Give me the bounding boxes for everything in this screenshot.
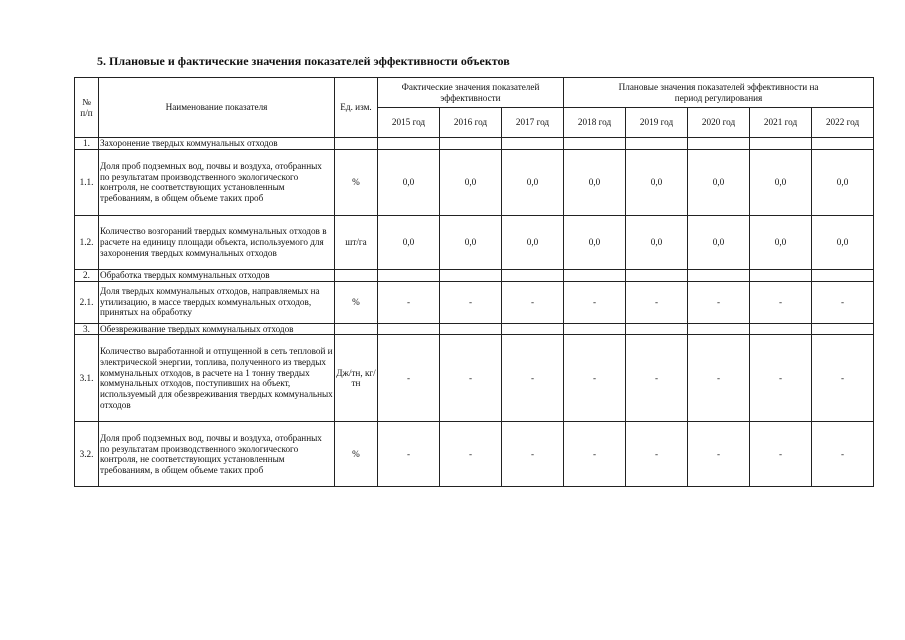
indicator-value: - [688,422,750,487]
indicator-value: 0,0 [750,215,812,269]
section-name: Обезвреживание твердых коммунальных отходов [99,323,335,335]
indicator-name: Количество возгораний твердых коммунальных отходов в расчете на единицу площади объекта, используемого для захоронения твердых коммунальных отходов [99,215,335,269]
empty-cell [440,323,502,335]
row-number: 2. [75,269,99,281]
indicator-name: Количество выработанной и отпущенной в сеть тепловой и электрической энергии, топлива, полученного из твердых коммунальных отходов, в расчете на 1 тонну твердых коммунальных отходов, поступивших на объект, используемый для обезвреживания твердых коммунальных отходов [99,335,335,422]
section-row [75,323,874,335]
indicator-name: Доля твердых коммунальных отходов, направляемых на утилизацию, в массе твердых коммунальных отходов, принятых на обработку [99,281,335,323]
indicator-value: - [812,281,874,323]
empty-cell [626,138,688,150]
indicator-value: 0,0 [626,215,688,269]
indicator-value: 0,0 [812,149,874,215]
empty-cell [564,323,626,335]
indicators-table [74,77,874,487]
header-year: 2020 год [688,108,750,138]
indicator-value: - [502,281,564,323]
table-body [75,138,874,487]
header-year: 2021 год [750,108,812,138]
empty-cell [502,138,564,150]
empty-cell [335,269,378,281]
empty-cell [812,138,874,150]
indicator-unit: % [335,281,378,323]
row-number: 1. [75,138,99,150]
indicator-value: - [688,281,750,323]
section-row [75,269,874,281]
indicator-value: 0,0 [440,215,502,269]
indicator-value: - [564,422,626,487]
empty-cell [378,323,440,335]
section-name: Захоронение твердых коммунальных отходов [99,138,335,150]
row-number: 3.2. [75,422,99,487]
table-row [75,215,874,269]
indicator-value: - [440,422,502,487]
indicator-value: 0,0 [378,149,440,215]
indicator-value: - [688,335,750,422]
empty-cell [688,269,750,281]
indicator-value: - [750,335,812,422]
indicator-value: 0,0 [812,215,874,269]
indicator-value: - [378,335,440,422]
indicator-value: - [440,281,502,323]
row-number: 1.1. [75,149,99,215]
empty-cell [335,138,378,150]
empty-cell [688,323,750,335]
indicator-value: - [750,281,812,323]
indicator-value: - [502,422,564,487]
header-num-text: № п/п [80,96,93,118]
header-actual-group: Фактические значения показателей эффективности [378,78,564,108]
indicator-value: - [812,422,874,487]
header-unit: Ед. изм. [335,78,378,138]
indicator-value: 0,0 [564,215,626,269]
row-number: 2.1. [75,281,99,323]
indicator-value: - [378,281,440,323]
empty-cell [626,269,688,281]
indicator-name: Доля проб подземных вод, почвы и воздуха, отобранных по результатам производственного экологического контроля, не соответствующих установленным требованиям, в общем объеме таких проб [99,149,335,215]
empty-cell [335,323,378,335]
empty-cell [812,269,874,281]
header-year: 2016 год [440,108,502,138]
indicator-value: - [626,422,688,487]
header-year: 2017 год [502,108,564,138]
empty-cell [626,323,688,335]
indicator-value: 0,0 [440,149,502,215]
table-row [75,149,874,215]
table-row [75,281,874,323]
empty-cell [564,269,626,281]
indicator-value: 0,0 [502,149,564,215]
indicator-value: - [502,335,564,422]
indicator-value: - [626,335,688,422]
indicator-value: - [750,422,812,487]
indicator-unit: % [335,149,378,215]
empty-cell [688,138,750,150]
indicator-value: - [626,281,688,323]
indicator-unit: Дж/тн, кг/тн [335,335,378,422]
header-year: 2019 год [626,108,688,138]
indicator-value: - [812,335,874,422]
section-name: Обработка твердых коммунальных отходов [99,269,335,281]
indicator-value: 0,0 [688,215,750,269]
section-row [75,138,874,150]
indicator-unit: шт/га [335,215,378,269]
section-title: 5. Плановые и фактические значения показателей эффективности объектов [97,54,510,68]
empty-cell [812,323,874,335]
table-row [75,335,874,422]
indicator-value: 0,0 [626,149,688,215]
indicator-value: - [440,335,502,422]
indicator-value: 0,0 [750,149,812,215]
indicator-unit: % [335,422,378,487]
empty-cell [502,269,564,281]
empty-cell [440,138,502,150]
indicator-value: 0,0 [378,215,440,269]
indicator-value: 0,0 [688,149,750,215]
indicator-value: 0,0 [502,215,564,269]
empty-cell [750,323,812,335]
indicator-value: 0,0 [564,149,626,215]
empty-cell [750,269,812,281]
header-plan-group: Плановые значения показателей эффективности на период регулирования [564,78,874,108]
row-number: 3.1. [75,335,99,422]
empty-cell [564,138,626,150]
empty-cell [750,138,812,150]
header-year: 2018 год [564,108,626,138]
row-number: 1.2. [75,215,99,269]
table-row [75,422,874,487]
indicator-value: - [564,281,626,323]
row-number: 3. [75,323,99,335]
empty-cell [502,323,564,335]
empty-cell [378,269,440,281]
empty-cell [440,269,502,281]
header-year: 2015 год [378,108,440,138]
indicator-value: - [378,422,440,487]
empty-cell [378,138,440,150]
header-num [75,78,99,138]
header-name: Наименование показателя [99,78,335,138]
indicator-value: - [564,335,626,422]
indicator-name: Доля проб подземных вод, почвы и воздуха, отобранных по результатам производственного экологического контроля, не соответствующих установленным требованиям, в общем объеме таких проб [99,422,335,487]
header-year: 2022 год [812,108,874,138]
